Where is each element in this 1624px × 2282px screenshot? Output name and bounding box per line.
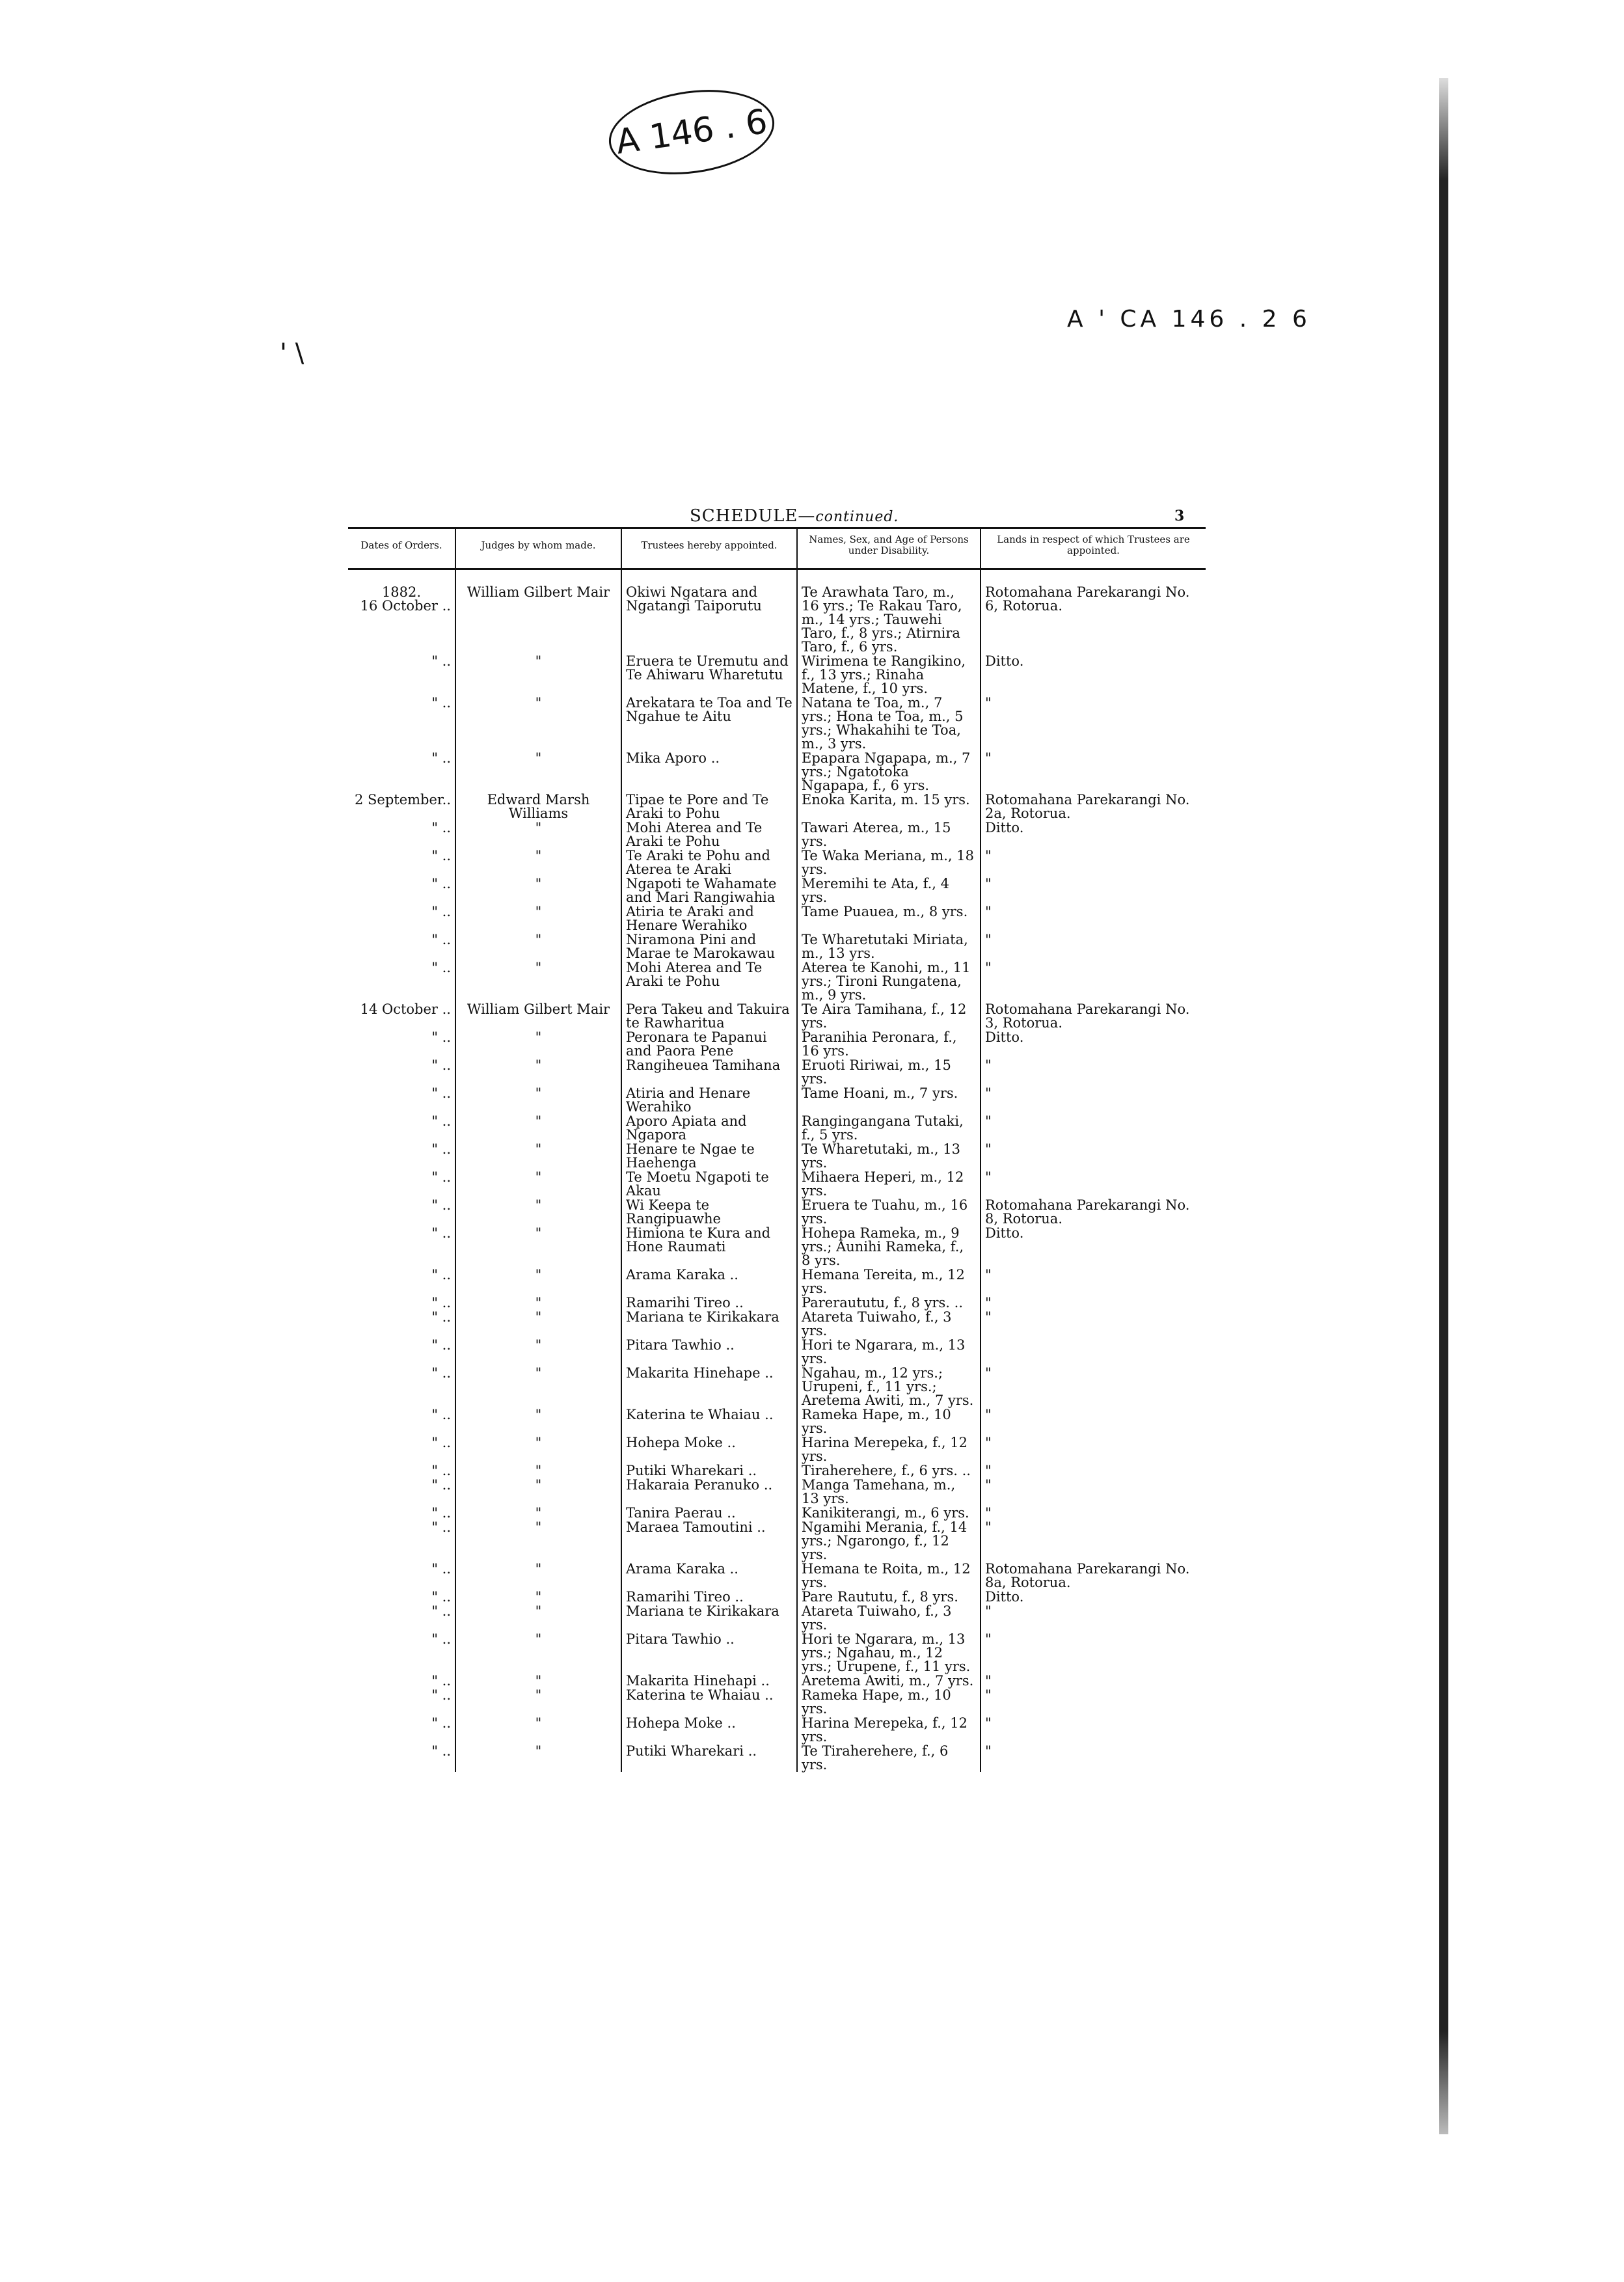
cell-lands: " [985, 848, 992, 863]
cell-date: " .. [348, 1604, 455, 1632]
cell-judge: " [455, 1562, 621, 1590]
cell-persons: Kanikiterangi, m., 6 yrs. [797, 1506, 981, 1520]
cell-persons: Tame Puauea, m., 8 yrs. [797, 904, 981, 932]
table-row [348, 751, 1206, 793]
table-row [348, 960, 1206, 1002]
cell-trustees: Putiki Wharekari .. [621, 1463, 797, 1478]
cell-lands: " [985, 1505, 992, 1521]
cell-trustees: Niramona Pini and Marae te Marokawau [621, 932, 797, 960]
table-row [348, 696, 1206, 751]
cell-judge: Edward Marsh Williams [455, 793, 621, 821]
cell-lands: " [985, 1169, 992, 1185]
cell-persons: Atareta Tuiwaho, f., 3 yrs. [797, 1310, 981, 1338]
cell-judge: " [455, 1142, 621, 1170]
cell-date: " .. [348, 932, 455, 960]
column-header-trustees: Trustees hereby appointed. [621, 528, 797, 569]
cell-trustees: Arama Karaka .. [621, 1562, 797, 1590]
cell-trustees: Ramarihi Tireo .. [621, 1296, 797, 1310]
table-row [348, 821, 1206, 849]
cell-persons: Paranihia Peronara, f., 16 yrs. [797, 1030, 981, 1058]
cell-trustees: Mohi Aterea and Te Araki te Pohu [621, 960, 797, 1002]
cell-persons: Eruera te Tuahu, m., 16 yrs. [797, 1198, 981, 1226]
year-label: 1882. [381, 584, 422, 600]
cell-judge: " [455, 1226, 621, 1268]
cell-trustees: Rangiheuea Tamihana [621, 1058, 797, 1086]
cell-date: " .. [348, 1198, 455, 1226]
cell-persons: Wirimena te Rangikino, f., 13 yrs.; Rinaha Matene, f., 10 yrs. [797, 654, 981, 696]
cell-persons: Ngahau, m., 12 yrs.; Urupeni, f., 11 yrs.; Aretema Awiti, m., 7 yrs. [797, 1366, 981, 1407]
cell-judge: " [455, 1506, 621, 1520]
cell-persons: Ngamihi Merania, f., 14 yrs.; Ngarongo, f., 12 yrs. [797, 1520, 981, 1562]
cell-judge: " [455, 1030, 621, 1058]
cell-persons: Aterea te Kanohi, m., 11 yrs.; Tironi Rungatena, m., 9 yrs. [797, 960, 981, 1002]
cell-judge: " [455, 1478, 621, 1506]
cell-trustees: Ramarihi Tireo .. [621, 1590, 797, 1604]
cell-date: " .. [348, 1744, 455, 1772]
cell-persons: Rangingangana Tutaki, f., 5 yrs. [797, 1114, 981, 1142]
cell-persons: Pareraututu, f., 8 yrs. .. [797, 1296, 981, 1310]
cell-lands: Rotomahana Parekarangi No. 3, Rotorua. [985, 1001, 1190, 1031]
cell-judge: " [455, 1114, 621, 1142]
table-row [348, 1463, 1206, 1478]
cell-persons: Manga Tamehana, m., 13 yrs. [797, 1478, 981, 1506]
cell-lands: " [985, 1295, 992, 1311]
cell-lands: " [985, 1057, 992, 1073]
cell-date: " .. [348, 696, 455, 751]
table-row [348, 1058, 1206, 1086]
cell-persons: Te Wharetutaki Miriata, m., 13 yrs. [797, 932, 981, 960]
cell-judge: " [455, 849, 621, 876]
cell-date: " .. [348, 1310, 455, 1338]
cell-persons: Tame Hoani, m., 7 yrs. [797, 1086, 981, 1114]
table-row [348, 1002, 1206, 1030]
cell-judge: William Gilbert Mair [455, 585, 621, 654]
cell-date: " .. [348, 1170, 455, 1198]
cell-trustees: Tanira Paerau .. [621, 1506, 797, 1520]
cell-date: " .. [348, 1632, 455, 1674]
cell-trustees: Atiria and Henare Werahiko [621, 1086, 797, 1114]
cell-lands: " [985, 1113, 992, 1129]
cell-judge: " [455, 1688, 621, 1716]
handwritten-stamp: A 146 . 6 [603, 80, 779, 184]
cell-lands: " [985, 932, 992, 947]
table-row [348, 1744, 1206, 1772]
cell-trustees: Hohepa Moke .. [621, 1716, 797, 1744]
cell-judge: " [455, 654, 621, 696]
cell-persons: Natana te Toa, m., 7 yrs.; Hona te Toa, m., 5 yrs.; Whakahihi te Toa, m., 3 yrs. [797, 696, 981, 751]
cell-date: " .. [348, 1463, 455, 1478]
cell-judge: " [455, 1520, 621, 1562]
handwritten-reference: A ' CA 146 . 2 6 [1067, 306, 1311, 333]
cell-lands: Ditto. [985, 820, 1024, 835]
cell-trustees: Himiona te Kura and Hone Raumati [621, 1226, 797, 1268]
table-row [348, 1562, 1206, 1590]
column-header-judges: Judges by whom made. [455, 528, 621, 569]
cell-lands: " [985, 1435, 992, 1450]
cell-persons: Aretema Awiti, m., 7 yrs. [797, 1674, 981, 1688]
cell-judge: " [455, 1744, 621, 1772]
cell-date: " .. [348, 1142, 455, 1170]
date-label: 16 October .. [360, 598, 451, 614]
cell-lands: Ditto. [985, 1589, 1024, 1605]
cell-date: " .. [348, 1674, 455, 1688]
cell-date: " .. [348, 1030, 455, 1058]
cell-lands: Ditto. [985, 653, 1024, 669]
cell-persons: Hohepa Rameka, m., 9 yrs.; Aunihi Rameka, f., 8 yrs. [797, 1226, 981, 1268]
cell-lands: " [985, 750, 992, 766]
cell-lands: " [985, 1673, 992, 1689]
table-row [348, 1114, 1206, 1142]
scan-edge-shadow [1439, 78, 1448, 2134]
cell-lands: " [985, 1603, 992, 1619]
cell-date: " .. [348, 1366, 455, 1407]
cell-date: " .. [348, 1114, 455, 1142]
cell-date: 2 September.. [348, 793, 455, 821]
cell-judge: " [455, 1170, 621, 1198]
cell-lands: " [985, 876, 992, 891]
cell-lands: " [985, 1463, 992, 1478]
cell-lands: " [985, 1085, 992, 1101]
cell-persons: Tiraherehere, f., 6 yrs. .. [797, 1463, 981, 1478]
table-row [348, 1716, 1206, 1744]
column-header-persons: Names, Sex, and Age of Persons under Disability. [797, 528, 981, 569]
cell-date: " .. [348, 654, 455, 696]
cell-persons: Enoka Karita, m. 15 yrs. [797, 793, 981, 821]
cell-judge: " [455, 1296, 621, 1310]
cell-date: " .. [348, 1688, 455, 1716]
cell-lands: " [985, 1407, 992, 1422]
cell-lands: " [985, 695, 992, 711]
cell-lands: Rotomahana Parekarangi No. 8, Rotorua. [985, 1197, 1190, 1227]
cell-trustees: Pitara Tawhio .. [621, 1338, 797, 1366]
table-row [348, 1226, 1206, 1268]
table-row [348, 1338, 1206, 1366]
cell-trustees: Atiria te Araki and Henare Werahiko [621, 904, 797, 932]
cell-trustees: Tipae te Pore and Te Araki to Pohu [621, 793, 797, 821]
cell-trustees: Maraea Tamoutini .. [621, 1520, 797, 1562]
table-row [348, 1198, 1206, 1226]
cell-lands: " [985, 1715, 992, 1731]
cell-trustees: Wi Keepa te Rangipuawhe [621, 1198, 797, 1226]
cell-trustees: Mika Aporo .. [621, 751, 797, 793]
cell-lands: Rotomahana Parekarangi No. 8a, Rotorua. [985, 1561, 1190, 1590]
cell-lands: " [985, 1631, 992, 1647]
table-row [348, 585, 1206, 654]
cell-persons: Eruoti Ririwai, m., 15 yrs. [797, 1058, 981, 1086]
schedule-title: SCHEDULE—continued. [690, 506, 899, 526]
cell-lands: " [985, 1365, 992, 1381]
cell-trustees: Katerina te Whaiau .. [621, 1407, 797, 1435]
cell-date: " .. [348, 1338, 455, 1366]
cell-judge: " [455, 876, 621, 904]
cell-persons: Harina Merepeka, f., 12 yrs. [797, 1716, 981, 1744]
cell-trustees: Arekatara te Toa and Te Ngahue te Aitu [621, 696, 797, 751]
cell-persons: Te Wharetutaki, m., 13 yrs. [797, 1142, 981, 1170]
cell-trustees: Pitara Tawhio .. [621, 1632, 797, 1674]
cell-date: " .. [348, 1478, 455, 1506]
table-row [348, 849, 1206, 876]
handwritten-mark: ' \ [280, 338, 304, 368]
cell-judge: " [455, 1310, 621, 1338]
cell-trustees: Peronara te Papanui and Paora Pene [621, 1030, 797, 1058]
cell-trustees: Arama Karaka .. [621, 1268, 797, 1296]
cell-judge: " [455, 751, 621, 793]
cell-trustees: Pera Takeu and Takuira te Rawharitua [621, 1002, 797, 1030]
cell-persons: Te Aira Tamihana, f., 12 yrs. [797, 1002, 981, 1030]
schedule-table [348, 527, 1206, 1772]
table-row [348, 1142, 1206, 1170]
cell-judge: " [455, 1590, 621, 1604]
cell-persons: Atareta Tuiwaho, f., 3 yrs. [797, 1604, 981, 1632]
cell-date: " .. [348, 904, 455, 932]
cell-date: " .. [348, 1506, 455, 1520]
cell-lands: " [985, 1519, 992, 1535]
cell-trustees: Mariana te Kirikakara [621, 1604, 797, 1632]
cell-lands: " [985, 1743, 992, 1759]
cell-persons: Hori te Ngarara, m., 13 yrs. [797, 1338, 981, 1366]
cell-date: 14 October .. [348, 1002, 455, 1030]
cell-judge: " [455, 1674, 621, 1688]
cell-trustees: Eruera te Uremutu and Te Ahiwaru Wharetutu [621, 654, 797, 696]
cell-trustees: Mariana te Kirikakara [621, 1310, 797, 1338]
cell-judge: " [455, 821, 621, 849]
cell-lands: Rotomahana Parekarangi No. 6, Rotorua. [985, 584, 1190, 614]
cell-persons: Pare Raututu, f., 8 yrs. [797, 1590, 981, 1604]
table-row [348, 793, 1206, 821]
cell-persons: Te Waka Meriana, m., 18 yrs. [797, 849, 981, 876]
cell-persons: Rameka Hape, m., 10 yrs. [797, 1688, 981, 1716]
cell-judge: " [455, 1716, 621, 1744]
table-row [348, 1366, 1206, 1407]
column-header-lands: Lands in respect of which Trustees are appointed. [981, 528, 1206, 569]
table-row [348, 1268, 1206, 1296]
table-row [348, 1170, 1206, 1198]
cell-date: " .. [348, 1520, 455, 1562]
cell-date: " .. [348, 1562, 455, 1590]
cell-date: " .. [348, 821, 455, 849]
cell-date: " .. [348, 1716, 455, 1744]
cell-judge: " [455, 1338, 621, 1366]
cell-trustees: Makarita Hinehape .. [621, 1366, 797, 1407]
cell-lands: " [985, 1141, 992, 1157]
cell-persons: Tawari Aterea, m., 15 yrs. [797, 821, 981, 849]
cell-date: " .. [348, 1086, 455, 1114]
cell-trustees: Henare te Ngae te Haehenga [621, 1142, 797, 1170]
cell-persons: Te Tiraherehere, f., 6 yrs. [797, 1744, 981, 1772]
cell-trustees: Ngapoti te Wahamate and Mari Rangiwahia [621, 876, 797, 904]
cell-trustees: Mohi Aterea and Te Araki te Pohu [621, 821, 797, 849]
table-row [348, 654, 1206, 696]
cell-date: " .. [348, 1590, 455, 1604]
cell-judge: " [455, 1604, 621, 1632]
cell-trustees: Katerina te Whaiau .. [621, 1688, 797, 1716]
cell-persons: Mihaera Heperi, m., 12 yrs. [797, 1170, 981, 1198]
cell-judge: " [455, 1058, 621, 1086]
cell-lands [981, 1338, 1206, 1366]
cell-judge: " [455, 932, 621, 960]
cell-date: " .. [348, 1226, 455, 1268]
cell-persons: Te Arawhata Taro, m., 16 yrs.; Te Rakau Taro, m., 14 yrs.; Tauwehi Taro, f., 8 yrs.; Atirnira Taro, f., 6 yrs. [797, 585, 981, 654]
column-header-dates: Dates of Orders. [348, 528, 455, 569]
table-row [348, 932, 1206, 960]
cell-lands: Rotomahana Parekarangi No. 2a, Rotorua. [985, 792, 1190, 821]
cell-persons: Hemana te Roita, m., 12 yrs. [797, 1562, 981, 1590]
cell-judge: " [455, 1435, 621, 1463]
cell-date: " .. [348, 751, 455, 793]
cell-trustees: Hohepa Moke .. [621, 1435, 797, 1463]
cell-judge: " [455, 1268, 621, 1296]
cell-judge: " [455, 904, 621, 932]
table-row [348, 1086, 1206, 1114]
table-row [348, 1030, 1206, 1058]
cell-date: " .. [348, 1435, 455, 1463]
table-row [348, 1520, 1206, 1562]
cell-judge: William Gilbert Mair [455, 1002, 621, 1030]
table-row [348, 904, 1206, 932]
table-row [348, 1590, 1206, 1604]
table-row [348, 1674, 1206, 1688]
cell-date: " .. [348, 1058, 455, 1086]
table-row [348, 1632, 1206, 1674]
cell-lands: " [985, 1267, 992, 1283]
cell-lands: " [985, 960, 992, 975]
cell-lands: " [985, 1477, 992, 1493]
cell-persons: Harina Merepeka, f., 12 yrs. [797, 1435, 981, 1463]
cell-lands: " [985, 1687, 992, 1703]
table-row [348, 876, 1206, 904]
page-number: 3 [1174, 508, 1185, 524]
cell-trustees: Hakaraia Peranuko .. [621, 1478, 797, 1506]
cell-judge: " [455, 1086, 621, 1114]
cell-date: " .. [348, 1268, 455, 1296]
cell-lands: Ditto. [985, 1029, 1024, 1045]
table-row [348, 1310, 1206, 1338]
table-row [348, 1506, 1206, 1520]
cell-date: " .. [348, 960, 455, 1002]
cell-lands: Ditto. [985, 1225, 1024, 1241]
cell-trustees: Putiki Wharekari .. [621, 1744, 797, 1772]
cell-judge: " [455, 696, 621, 751]
cell-lands: " [985, 1309, 992, 1325]
cell-judge: " [455, 1407, 621, 1435]
cell-trustees: Te Araki te Pohu and Aterea te Araki [621, 849, 797, 876]
table-header [348, 528, 1206, 569]
cell-date: " .. [348, 849, 455, 876]
cell-judge: " [455, 1632, 621, 1674]
table-row [348, 1407, 1206, 1435]
cell-trustees: Okiwi Ngatara and Ngatangi Taiporutu [621, 585, 797, 654]
table-row [348, 1296, 1206, 1310]
table-row [348, 1604, 1206, 1632]
cell-lands: " [985, 904, 992, 919]
cell-persons: Hemana Tereita, m., 12 yrs. [797, 1268, 981, 1296]
cell-judge: " [455, 960, 621, 1002]
schedule-rows [348, 569, 1206, 1773]
cell-persons: Hori te Ngarara, m., 13 yrs.; Ngahau, m., 12 yrs.; Urupene, f., 11 yrs. [797, 1632, 981, 1674]
cell-persons: Meremihi te Ata, f., 4 yrs. [797, 876, 981, 904]
table-row [348, 1688, 1206, 1716]
cell-persons: Rameka Hape, m., 10 yrs. [797, 1407, 981, 1435]
cell-date [348, 585, 455, 654]
cell-trustees: Makarita Hinehapi .. [621, 1674, 797, 1688]
cell-judge: " [455, 1198, 621, 1226]
cell-judge: " [455, 1366, 621, 1407]
cell-date: " .. [348, 1296, 455, 1310]
cell-date: " .. [348, 1407, 455, 1435]
table-row [348, 1478, 1206, 1506]
table-row [348, 1435, 1206, 1463]
cell-trustees: Aporo Apiata and Ngapora [621, 1114, 797, 1142]
cell-date: " .. [348, 876, 455, 904]
cell-persons: Epapara Ngapapa, m., 7 yrs.; Ngatotoka Ngapapa, f., 6 yrs. [797, 751, 981, 793]
cell-judge: " [455, 1463, 621, 1478]
cell-trustees: Te Moetu Ngapoti te Akau [621, 1170, 797, 1198]
